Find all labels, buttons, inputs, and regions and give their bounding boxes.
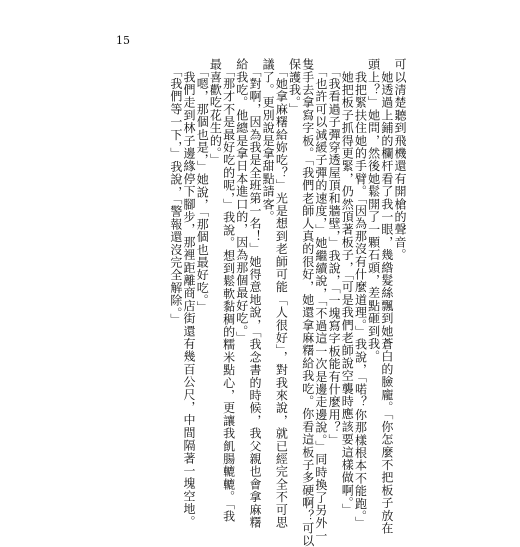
- text-line: 頭上？」她問，然後她鬆開了一顆石頭，差點砸到我。: [366, 58, 381, 363]
- vertical-text-block: [100, 58, 407, 547]
- text-line: 「也許可以減緩子彈的速度，」她繼續說，「不過這一次是邊走邊說。」同時換了另外一: [313, 58, 328, 542]
- text-line: 「我看過子彈穿透屋頂和牆壁，」我說，「一塊寫字板能有什麼用？」: [327, 58, 342, 447]
- text-line: 「我們等一下，」我說，「警報還沒完全解除。」: [168, 58, 183, 327]
- text-line: 「她拿麻糬給妳吃？」光是想到老師可能「人很好」，對我來說，就已經完全不可思: [274, 58, 289, 529]
- page-number: 15: [116, 34, 130, 47]
- text-line: 我們走到林子邊緣停下腳步，那裡距離商店街還有幾百公尺，中間隔著一塊空地。: [182, 58, 196, 528]
- text-line: 「對啊，因為我是全班第一名！」她得意地說，「我念書的時候，我父親也會拿麻糬: [247, 58, 262, 529]
- text-line: 給我吃。他總是拿日本進口的，因為那個最好吃。」: [234, 58, 249, 345]
- text-line: 保護我。」: [287, 58, 302, 116]
- text-line: 隻手去拿寫字板。「我們老師人真的很好，她還拿麻糬給我吃。你看這板子多硬啊？可以: [300, 58, 315, 547]
- text-line: 她透過上鋪的欄杆看了我一眼，幾綹髮絲飄到她蒼白的臉龐。「你怎麼不把板子放在: [379, 58, 394, 535]
- text-line: 議了。更別說是拿甜點請客。: [261, 58, 276, 224]
- text-line: 最喜歡吃花生的。」: [208, 58, 223, 167]
- text-line: 「嗯，那個也是，」她說，「那個也最好吃。」: [195, 58, 210, 314]
- text-line: 我把緊扶住她的手臂。「因為那沒有什麼道理。」我說，「喏？你那樣根本不能跑。」: [353, 58, 368, 530]
- text-line: 她把板子抓得更緊，仍然頂著板子，「可是我們老師說空襲時應該要這樣做啊。」: [340, 58, 355, 516]
- text-line: 「那才不是最好吃的呢，」我說。想到鬆軟黏稠的糯米點心，更讓我飢腸轆轆。「我: [221, 58, 236, 523]
- text-line: 可以清楚聽到飛機還有開槍的聲音。: [393, 58, 407, 262]
